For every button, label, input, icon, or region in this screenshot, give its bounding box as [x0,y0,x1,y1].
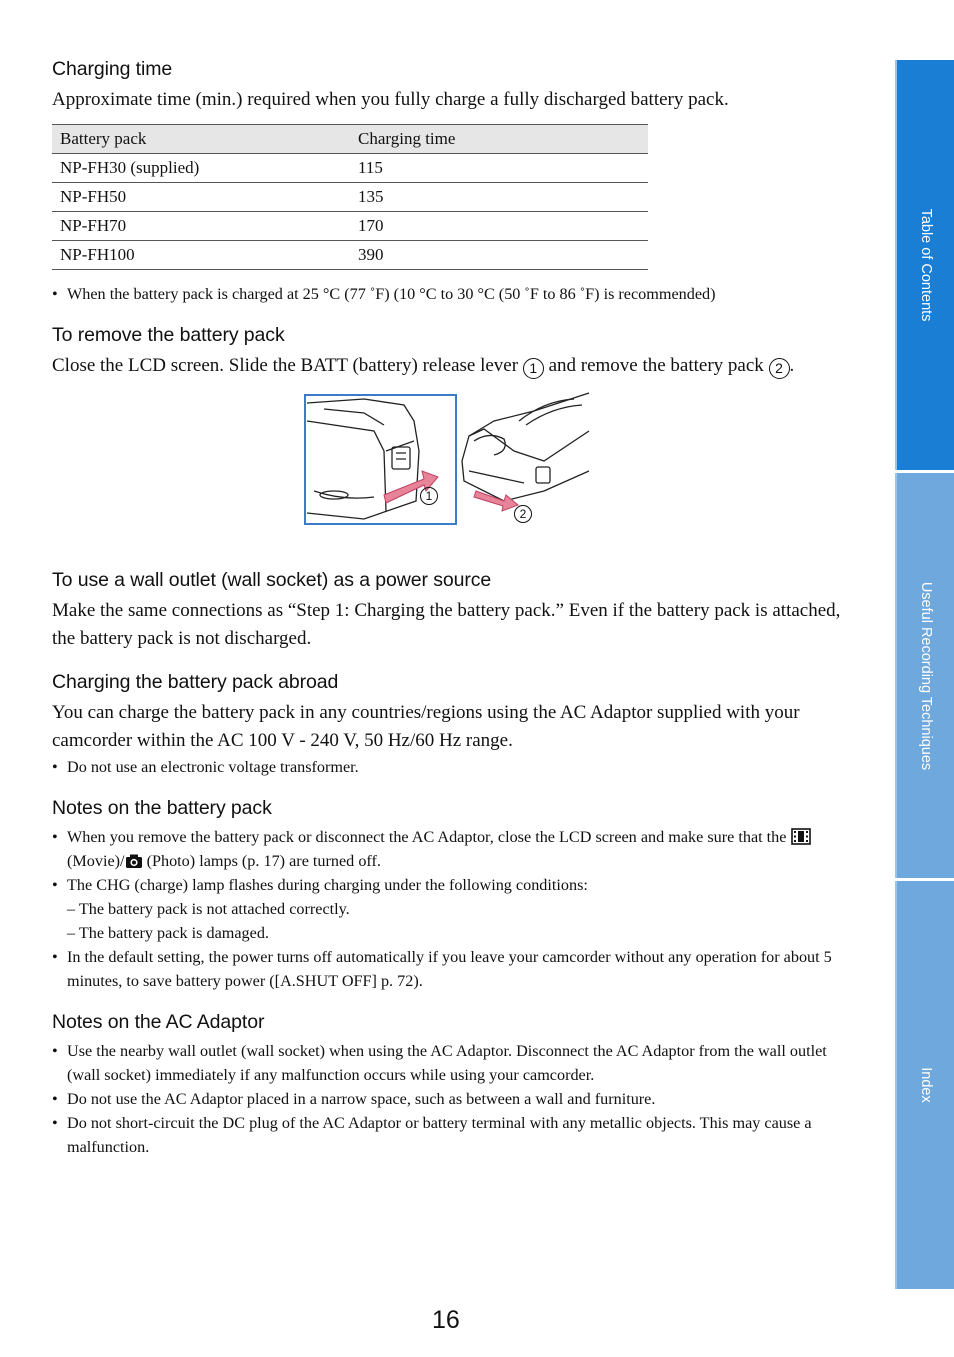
adaptor-notes-list [52,1039,852,1159]
battery-notes-heading: Notes on the battery pack [52,797,272,819]
charging-time-heading: Charging time [52,58,173,80]
table-row [52,241,648,270]
battery-notes-list [52,825,852,993]
movie-icon [791,828,811,845]
list-item [52,825,852,873]
note-transformer: • Do not use an electronic voltage transformer. [52,755,852,779]
abroad-heading: Charging the battery pack abroad [52,671,339,693]
page-number: 16 [432,1306,460,1334]
charging-time-notes [52,282,852,306]
note-text: When you remove the battery pack or disconnect the AC Adaptor, close the LCD screen and make sure that the [67,828,791,846]
page-content [52,56,852,1159]
battery-removal-drawing [304,391,594,527]
adaptor-notes-heading: Notes on the AC Adaptor [52,1011,265,1033]
sub-item: – The battery pack is not attached correctly. [67,900,350,918]
wall-outlet-heading: To use a wall outlet (wall socket) as a power source [52,569,492,591]
table-row [52,154,648,183]
remove-text-part: and remove the battery pack [543,355,769,376]
abroad-notes [52,755,852,779]
tab-label: Index [917,1067,934,1103]
note-text: (Photo) lamps (p. 17) are turned off. [142,852,381,870]
table-cell: 115 [350,154,648,183]
abroad-text: You can charge the battery pack in any countries/regions using the AC Adaptor supplied with your camcorder within the AC 100 V - 240 V, 50 Hz/60 Hz range. [52,702,800,751]
tab-index[interactable] [895,881,954,1289]
list-item [52,873,852,945]
note-text: The CHG (charge) lamp flashes during charging under the following conditions: [67,876,588,894]
table-cell: NP-FH100 [52,241,350,270]
note-text: (Movie)/ [67,852,125,870]
column-header-charging-time: Charging time [350,125,648,154]
list-item: • In the default setting, the power turns off automatically if you leave your camcorder without any operation for about 5 minutes, to save battery power ([A.SHUT OFF] p. 72). [52,945,852,993]
list-item: • Do not short-circuit the DC plug of the AC Adaptor or battery terminal with any metallic objects. This may cause a malfunction. [52,1111,852,1159]
marker-1: 1 [523,358,544,379]
list-item: • Use the nearby wall outlet (wall socket) when using the AC Adaptor. Disconnect the AC Adaptor from the wall outlet (wall socket) immediately if any malfunction occurs while using your camcorder. [52,1039,852,1087]
wall-outlet-text: Make the same connections as “Step 1: Charging the battery pack.” Even if the battery pack is attached, the battery pack is not discharged. [52,600,841,649]
table-cell: 390 [350,241,648,270]
table-cell: NP-FH50 [52,183,350,212]
remove-battery-heading: To remove the battery pack [52,324,285,346]
note-temperature: • When the battery pack is charged at 25 °C (77 ˚F) (10 °C to 30 °C (50 ˚F to 86 ˚F) is recommended) [52,282,852,306]
marker-2: 2 [769,358,790,379]
tab-label: Table of Contents [917,208,934,322]
table-row [52,212,648,241]
remove-text-part: Close the LCD screen. Slide the BATT (battery) release lever [52,355,523,376]
remove-text-part: . [789,355,795,376]
table-row [52,183,648,212]
list-item: • Do not use the AC Adaptor placed in a narrow space, such as between a wall and furniture. [52,1087,852,1111]
table-cell: NP-FH70 [52,212,350,241]
table-header-row [52,125,648,154]
table-cell: NP-FH30 (supplied) [52,154,350,183]
table-cell: 170 [350,212,648,241]
tab-useful-recording-techniques[interactable] [895,473,954,878]
battery-removal-illustration [304,391,594,527]
tab-label: Useful Recording Techniques [917,581,934,770]
charging-time-intro: Approximate time (min.) required when you fully charge a fully discharged battery pack. [52,89,729,110]
photo-camera-icon [125,853,143,869]
figure-label-2: 2 [514,505,532,523]
figure-label-1: 1 [420,487,438,505]
remove-battery-text [52,352,852,380]
table-cell: 135 [350,183,648,212]
column-header-battery-pack: Battery pack [52,125,350,154]
sub-item: – The battery pack is damaged. [67,924,269,942]
tab-table-of-contents[interactable] [895,60,954,470]
charging-time-table [52,124,648,270]
